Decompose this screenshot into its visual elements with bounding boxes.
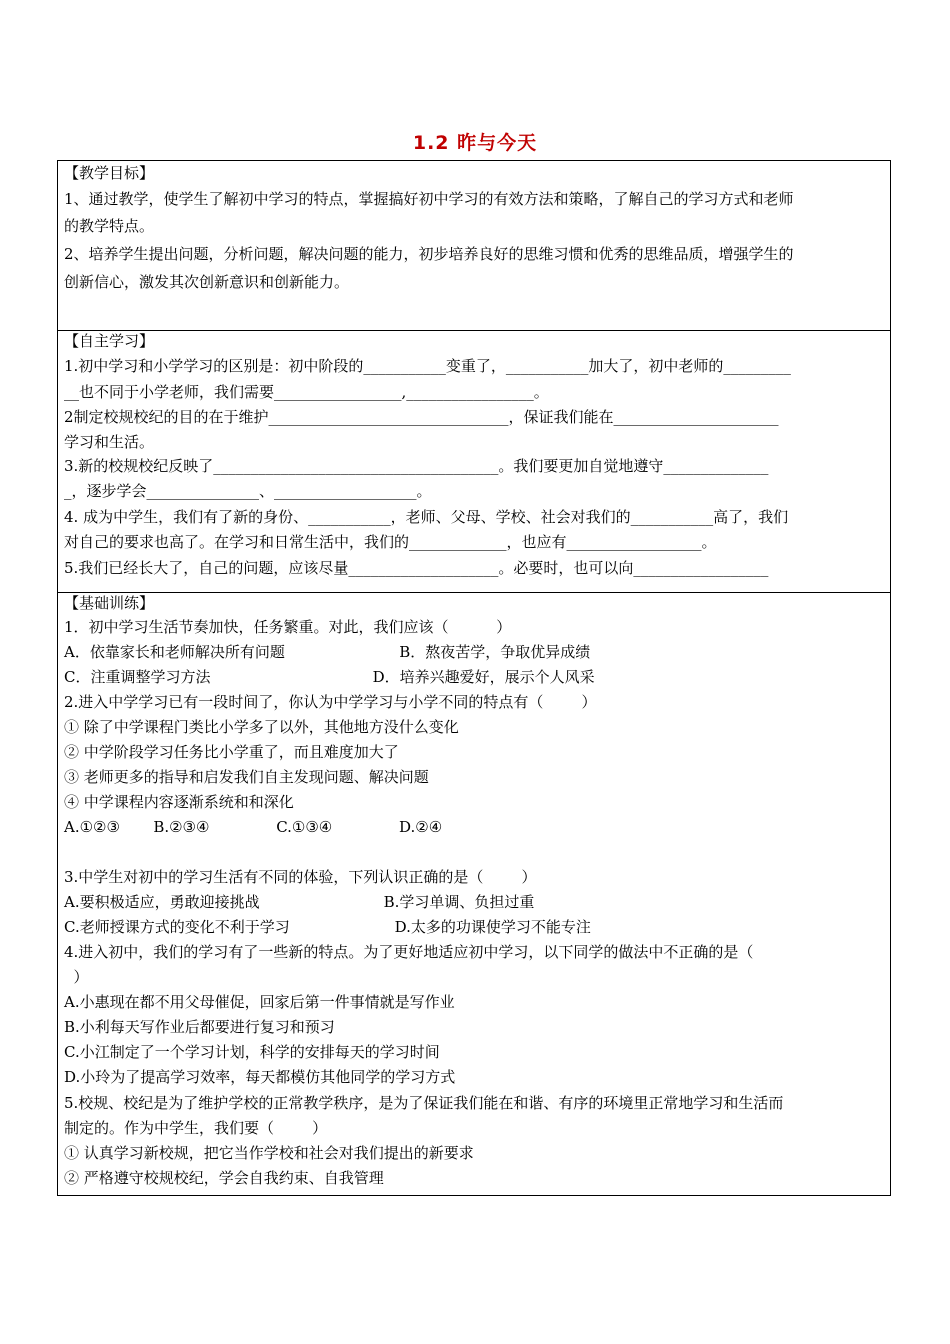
page-title: 1.2 昨与今天 — [412, 132, 538, 154]
option-line: A.要积极适应，勇敢迎接挑战 B.学习单调、负担过重 — [64, 893, 535, 911]
text-line: 5.我们已经长大了，自己的问题，应该尽量____________________。必要时，也可以向__________________ — [64, 559, 769, 577]
option-line: D.小玲为了提高学习效率，每天都模仿其他同学的学习方式 — [64, 1068, 456, 1086]
option-line: ② 中学阶段学习任务比小学重了，而且难度加大了 — [64, 743, 399, 761]
basic-training-section — [57, 592, 891, 1196]
text-line: 1、通过教学，使学生了解初中学习的特点，掌握搞好初中学习的有效方法和策略，了解自己的学习方式和老师 — [64, 190, 794, 208]
option-line: ② 严格遵守校规校纪，学会自我约束、自我管理 — [64, 1169, 384, 1187]
text-line: _，逐步学会_______________、___________________。 — [64, 482, 432, 500]
question-line: 4.进入初中，我们的学习有了一些新的特点。为了更好地适应初中学习，以下同学的做法中不正确的是（ — [64, 943, 754, 961]
question-line: 2.进入中学学习已有一段时间了，你认为中学学习与小学不同的特点有（ ） — [64, 693, 597, 711]
text-line: 创新信心，激发其次创新意识和创新能力。 — [64, 273, 350, 291]
teaching-goals-section — [57, 160, 891, 331]
self-study-section — [57, 330, 891, 593]
option-line: ④ 中学课程内容逐渐系统和和深化 — [64, 793, 294, 811]
option-line: ③ 老师更多的指导和启发我们自主发现问题、解决问题 — [64, 768, 429, 786]
text-line: 4. 成为中学生，我们有了新的身份、___________，老师、父母、学校、社会对我们的___________高了，我们 — [64, 508, 789, 526]
option-line: C.小江制定了一个学习计划，科学的安排每天的学习时间 — [64, 1043, 440, 1061]
option-line: A．依靠家长和老师解决所有问题 B．熬夜苦学，争取优异成绩 — [64, 643, 591, 661]
text-line: 的教学特点。 — [64, 217, 155, 235]
option-line: C．注重调整学习方法 D．培养兴趣爱好，展示个人风采 — [64, 668, 595, 686]
text-line: 3.新的校规校纪反映了______________________________________。我们要更加自觉地遵守______________ — [64, 457, 769, 475]
text-line: 对自己的要求也高了。在学习和日常生活中，我们的_____________，也应有__________________。 — [64, 533, 717, 551]
question-line: ） — [64, 968, 89, 986]
text-line: __也不同于小学老师，我们需要_________________,_________________。 — [64, 383, 549, 401]
text-line: 2、培养学生提出问题，分析问题，解决问题的能力，初步培养良好的思维习惯和优秀的思维品质，增强学生的 — [64, 245, 794, 263]
section-heading: 【教学目标】 — [64, 164, 155, 182]
text-line: 2制定校规校纪的目的在于维护________________________________，保证我们能在______________________ — [64, 408, 779, 426]
option-line: ① 除了中学课程门类比小学多了以外，其他地方没什么变化 — [64, 718, 459, 736]
text-line: 1.初中学习和小学学习的区别是：初中阶段的___________变重了，___________加大了，初中老师的_________ — [64, 357, 791, 375]
text-line: 学习和生活。 — [64, 433, 155, 451]
answer-options: A.①②③ B.②③④ C.①③④ D.②④ — [64, 818, 443, 836]
section-heading: 【自主学习】 — [64, 332, 155, 350]
question-line: 制定的。作为中学生，我们要（ ） — [64, 1119, 328, 1137]
option-line: A.小惠现在都不用父母催促，回家后第一件事情就是写作业 — [64, 993, 455, 1011]
question-line: 1．初中学习生活节奏加快，任务繁重。对此，我们应该（ ） — [64, 618, 512, 636]
option-line: C.老师授课方式的变化不利于学习 D.太多的功课使学习不能专注 — [64, 918, 591, 936]
question-line: 3.中学生对初中的学习生活有不同的体验，下列认识正确的是（ ） — [64, 868, 537, 886]
option-line: ① 认真学习新校规，把它当作学校和社会对我们提出的新要求 — [64, 1144, 474, 1162]
option-line: B.小利每天写作业后都要进行复习和预习 — [64, 1018, 335, 1036]
section-heading: 【基础训练】 — [64, 594, 155, 612]
question-line: 5.校规、校纪是为了维护学校的正常教学秩序，是为了保证我们能在和谐、有序的环境里正常地学习和生活而 — [64, 1094, 784, 1112]
